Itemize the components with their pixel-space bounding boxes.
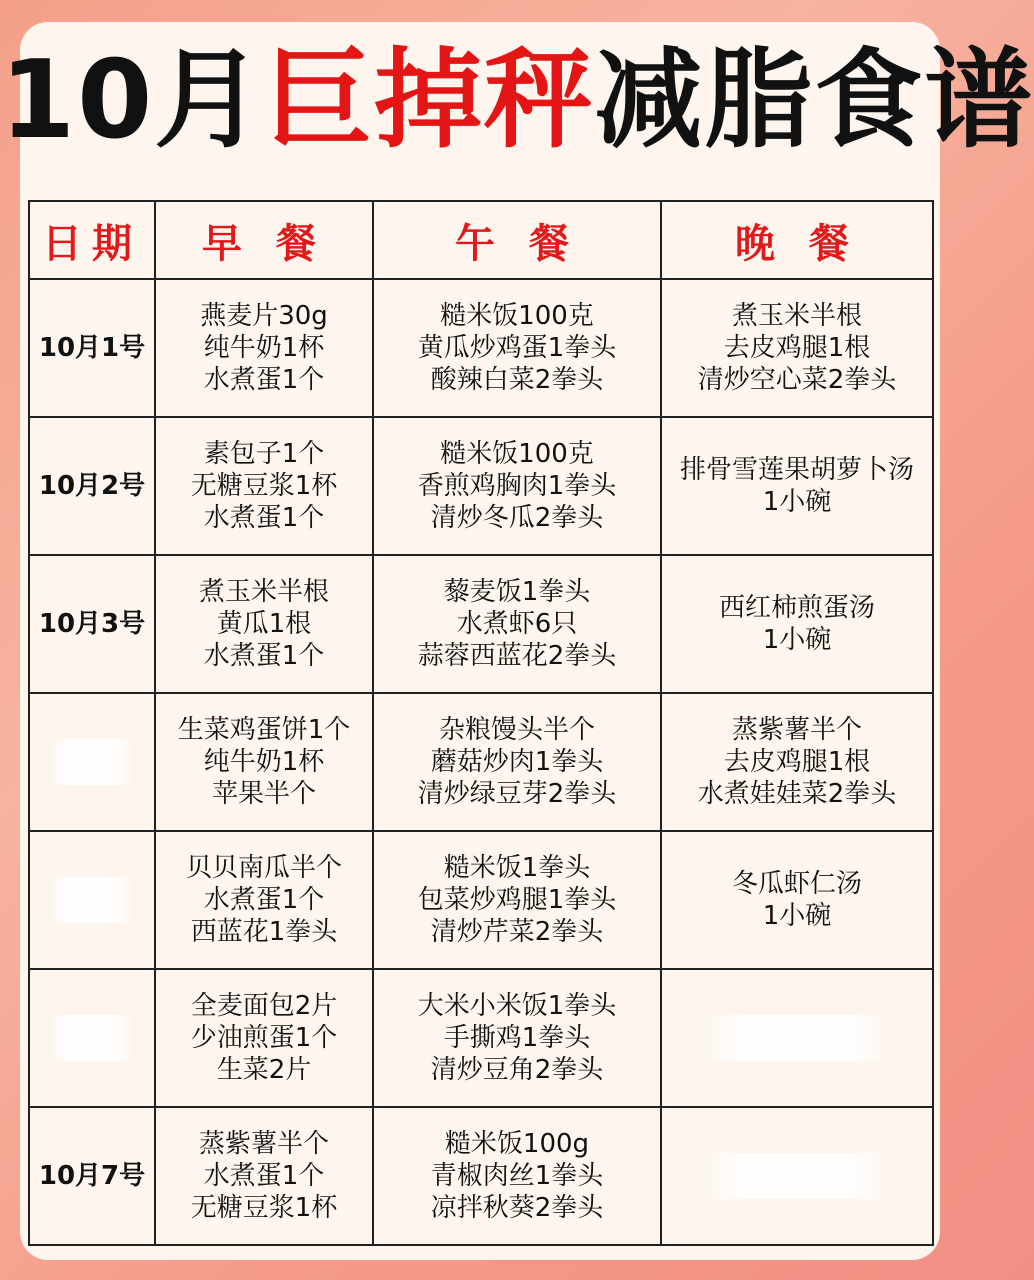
dinner-cell	[661, 279, 933, 417]
table-row	[29, 831, 933, 969]
title-highlight: 巨掉秤	[264, 38, 595, 163]
lunch-item: 糙米饭100g	[444, 1129, 590, 1159]
dinner-item: 1小碗	[762, 625, 832, 655]
lunch-item: 糙米饭100克	[440, 439, 594, 469]
lunch-item: 酸辣白菜2拳头	[430, 365, 604, 395]
dinner-item: 1小碗	[762, 487, 832, 517]
table-row	[29, 279, 933, 417]
dinner-item: 去皮鸡腿1根	[723, 333, 871, 363]
lunch-cell	[373, 417, 661, 555]
lunch-item: 蒜蓉西蓝花2拳头	[417, 641, 617, 671]
date-cell	[29, 969, 155, 1107]
obscured-date	[49, 739, 136, 785]
date-cell	[29, 831, 155, 969]
dinner-item: 水煮娃娃菜2拳头	[697, 779, 897, 809]
dinner-item: 冬瓜虾仁汤	[731, 869, 862, 899]
dinner-cell	[661, 417, 933, 555]
dinner-item: 1小碗	[762, 901, 832, 931]
dinner-item: 去皮鸡腿1根	[723, 747, 871, 777]
date-cell: 10月7号	[29, 1107, 155, 1245]
table-header-row	[29, 201, 933, 279]
lunch-item: 糙米饭100克	[440, 301, 594, 331]
lunch-item: 手撕鸡1拳头	[443, 1023, 591, 1053]
table-body	[29, 279, 933, 1245]
breakfast-item: 少油煎蛋1个	[190, 1023, 338, 1053]
breakfast-item: 煮玉米半根	[198, 577, 329, 607]
lunch-cell	[373, 831, 661, 969]
breakfast-item: 水煮蛋1个	[203, 885, 325, 915]
breakfast-item: 水煮蛋1个	[203, 365, 325, 395]
lunch-item: 香煎鸡胸肉1拳头	[417, 471, 617, 501]
breakfast-item: 水煮蛋1个	[203, 641, 325, 671]
lunch-item: 清炒豆角2拳头	[430, 1055, 604, 1085]
breakfast-cell	[155, 693, 373, 831]
obscured-date	[49, 1015, 136, 1061]
breakfast-item: 水煮蛋1个	[203, 1161, 325, 1191]
breakfast-cell	[155, 555, 373, 693]
dinner-cell	[661, 1107, 933, 1245]
date-cell: 10月1号	[29, 279, 155, 417]
breakfast-item: 贝贝南瓜半个	[185, 853, 342, 883]
breakfast-item: 燕麦片30g	[200, 301, 328, 331]
date-cell: 10月2号	[29, 417, 155, 555]
header-lunch: 午 餐	[373, 201, 661, 279]
lunch-item: 清炒冬瓜2拳头	[430, 503, 604, 533]
breakfast-item: 全麦面包2片	[190, 991, 338, 1021]
lunch-item: 藜麦饭1拳头	[443, 577, 591, 607]
breakfast-cell	[155, 1107, 373, 1245]
header-date: 日期	[29, 201, 155, 279]
meal-plan-table	[28, 200, 934, 1246]
breakfast-item: 生菜鸡蛋饼1个	[177, 715, 351, 745]
breakfast-item: 无糖豆浆1杯	[190, 1193, 338, 1223]
table-row	[29, 1107, 933, 1245]
breakfast-item: 纯牛奶1杯	[203, 333, 325, 363]
breakfast-cell	[155, 831, 373, 969]
breakfast-item: 纯牛奶1杯	[203, 747, 325, 777]
lunch-item: 大米小米饭1拳头	[417, 991, 617, 1021]
lunch-item: 清炒芹菜2拳头	[430, 917, 604, 947]
dinner-cell	[661, 555, 933, 693]
dinner-item: 西红柿煎蛋汤	[718, 593, 875, 623]
lunch-cell	[373, 1107, 661, 1245]
obscured-date	[49, 877, 136, 923]
lunch-cell	[373, 279, 661, 417]
title-subject: 减脂食谱	[594, 38, 1034, 163]
dinner-item: 清炒空心菜2拳头	[697, 365, 897, 395]
breakfast-cell	[155, 279, 373, 417]
lunch-item: 水煮虾6只	[456, 609, 578, 639]
obscured-dinner	[703, 1153, 892, 1199]
lunch-item: 黄瓜炒鸡蛋1拳头	[417, 333, 617, 363]
breakfast-item: 无糖豆浆1杯	[190, 471, 338, 501]
lunch-item: 清炒绿豆芽2拳头	[417, 779, 617, 809]
breakfast-cell	[155, 969, 373, 1107]
dinner-cell	[661, 693, 933, 831]
date-cell	[29, 693, 155, 831]
dinner-item: 蒸紫薯半个	[731, 715, 862, 745]
table-row	[29, 417, 933, 555]
lunch-item: 糙米饭1拳头	[443, 853, 591, 883]
obscured-dinner	[703, 1015, 892, 1061]
breakfast-item: 水煮蛋1个	[203, 503, 325, 533]
lunch-item: 青椒肉丝1拳头	[430, 1161, 604, 1191]
lunch-item: 凉拌秋葵2拳头	[430, 1193, 604, 1223]
breakfast-item: 生菜2片	[216, 1055, 312, 1085]
page-title	[0, 36, 1034, 166]
lunch-item: 杂粮馒头半个	[438, 715, 595, 745]
date-cell: 10月3号	[29, 555, 155, 693]
header-breakfast: 早 餐	[155, 201, 373, 279]
lunch-cell	[373, 555, 661, 693]
dinner-cell	[661, 969, 933, 1107]
dinner-item: 排骨雪莲果胡萝卜汤	[679, 455, 914, 485]
breakfast-item: 西蓝花1拳头	[190, 917, 338, 947]
table-row	[29, 969, 933, 1107]
dinner-cell	[661, 831, 933, 969]
dinner-item: 煮玉米半根	[731, 301, 862, 331]
table-row	[29, 693, 933, 831]
breakfast-cell	[155, 417, 373, 555]
lunch-cell	[373, 969, 661, 1107]
lunch-item: 蘑菇炒肉1拳头	[430, 747, 604, 777]
title-month: 10月	[0, 38, 265, 163]
breakfast-item: 素包子1个	[203, 439, 325, 469]
lunch-cell	[373, 693, 661, 831]
breakfast-item: 苹果半个	[211, 779, 316, 809]
table-row	[29, 555, 933, 693]
lunch-item: 包菜炒鸡腿1拳头	[417, 885, 617, 915]
breakfast-item: 蒸紫薯半个	[198, 1129, 329, 1159]
breakfast-item: 黄瓜1根	[216, 609, 312, 639]
header-dinner: 晚 餐	[661, 201, 933, 279]
